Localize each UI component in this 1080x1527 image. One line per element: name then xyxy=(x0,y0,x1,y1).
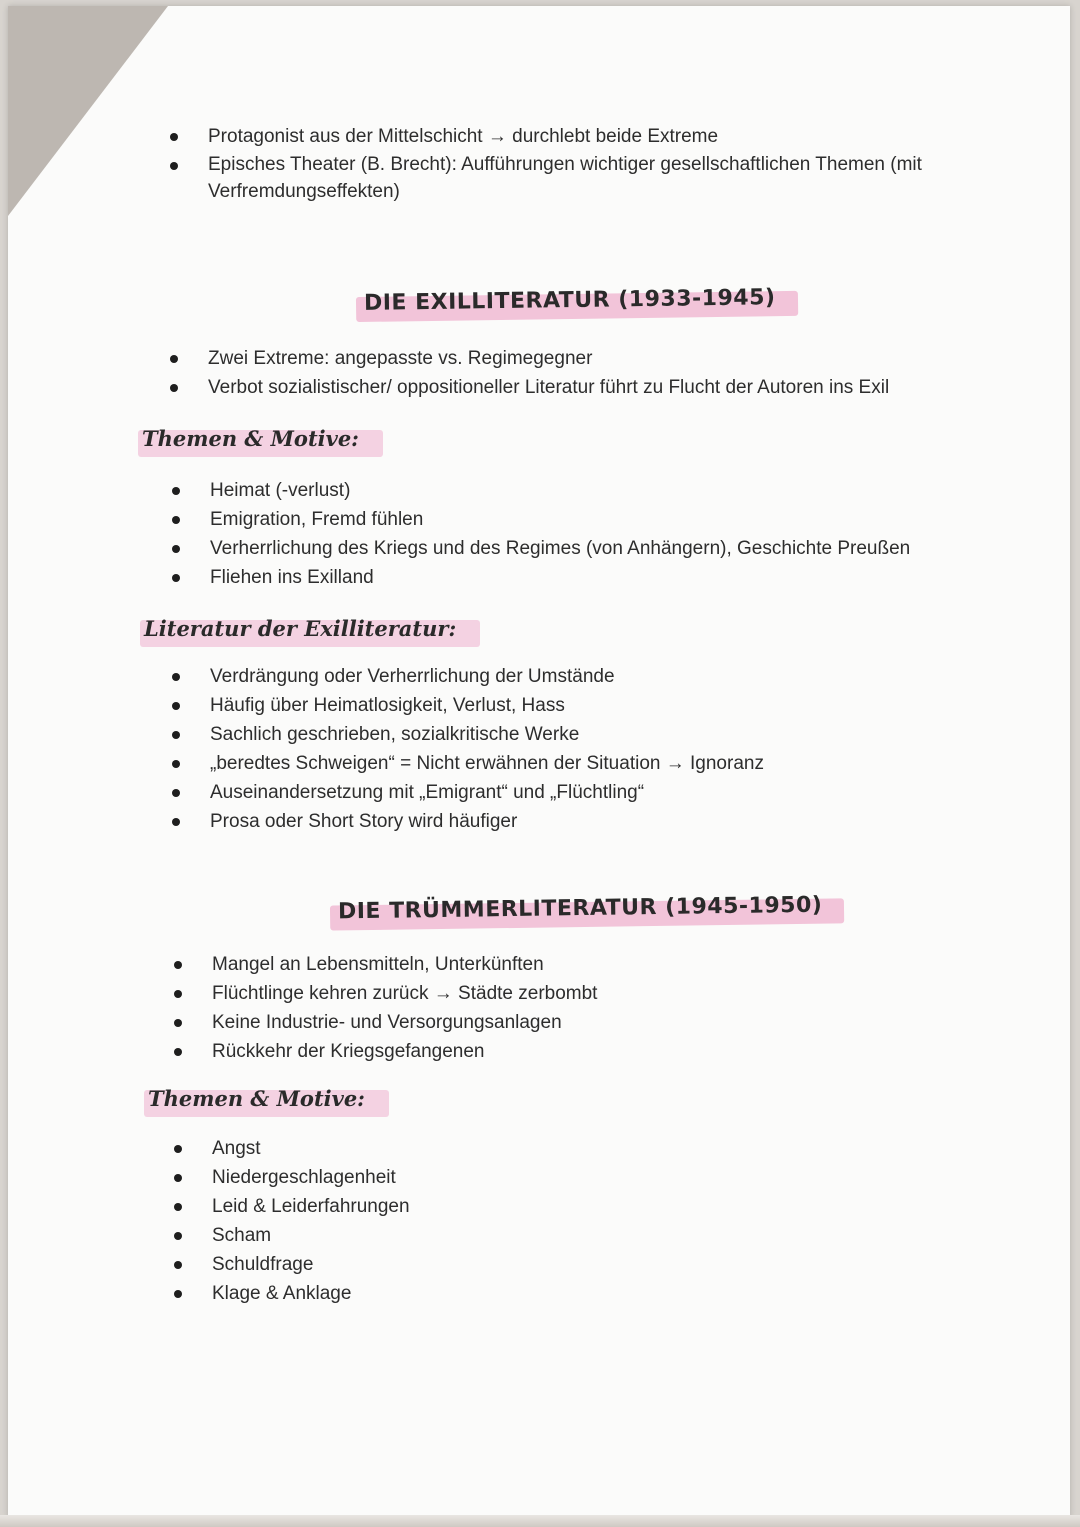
list-item: Zwei Extreme: angepasste vs. Regimegegner xyxy=(170,344,970,373)
bullet-icon xyxy=(170,133,178,141)
list-item: Rückkehr der Kriegsgefangenen xyxy=(174,1037,954,1066)
bullet-icon xyxy=(174,1174,182,1182)
exil-literatur-heading: Literatur der Exilliteratur: xyxy=(140,614,470,645)
bullet-icon xyxy=(174,1203,182,1211)
exil-themen-heading: Themen & Motive: xyxy=(138,424,373,455)
bullet-icon xyxy=(170,384,178,392)
truemmer-themen-list xyxy=(174,1134,874,1308)
bullet-icon xyxy=(174,1232,182,1240)
list-item: Prosa oder Short Story wird häufiger xyxy=(172,807,952,836)
bullet-icon xyxy=(172,818,180,826)
list-item: Flüchtlinge kehren zurück → Städte zerbombt xyxy=(174,979,954,1008)
list-item: Auseinandersetzung mit „Emigrant“ und „Flüchtling“ xyxy=(172,778,952,807)
bullet-icon xyxy=(174,1048,182,1056)
intro-list xyxy=(170,122,950,205)
bullet-icon xyxy=(174,1290,182,1298)
exil-intro-list xyxy=(170,344,970,402)
list-item: Verdrängung oder Verherrlichung der Umstände xyxy=(172,662,952,691)
exil-literatur-list xyxy=(172,662,952,836)
list-item: Häufig über Heimatlosigkeit, Verlust, Hass xyxy=(172,691,952,720)
bullet-icon xyxy=(174,1261,182,1269)
bullet-icon xyxy=(172,574,180,582)
bullet-icon xyxy=(174,961,182,969)
list-item: Keine Industrie- und Versorgungsanlagen xyxy=(174,1008,954,1037)
section-heading-exilliteratur: DIE EXILLITERATUR (1933-1945) xyxy=(356,283,792,320)
bullet-icon xyxy=(172,731,180,739)
bullet-icon xyxy=(172,760,180,768)
list-item: Sachlich geschrieben, sozialkritische Werke xyxy=(172,720,952,749)
paper-edge xyxy=(0,1515,1080,1527)
list-item: Scham xyxy=(174,1221,874,1250)
bullet-icon xyxy=(172,673,180,681)
bullet-icon xyxy=(174,1019,182,1027)
list-item: Verherrlichung des Kriegs und des Regimes (von Anhängern), Geschichte Preußen xyxy=(172,534,952,563)
list-item: Heimat (-verlust) xyxy=(172,476,952,505)
bullet-icon xyxy=(172,702,180,710)
section-heading-truemmerliteratur: DIE TRÜMMERLITERATUR (1945-1950) xyxy=(330,890,839,928)
list-item: Episches Theater (B. Brecht): Aufführungen wichtiger gesellschaftlichen Themen (mit Verfremdungseffekten) xyxy=(170,151,950,205)
list-item: Protagonist aus der Mittelschicht → durchlebt beide Extreme xyxy=(170,122,950,151)
list-item: Verbot sozialistischer/ oppositioneller Literatur führt zu Flucht der Autoren ins Exil xyxy=(170,373,970,402)
folded-corner xyxy=(8,6,168,216)
bullet-icon xyxy=(172,487,180,495)
list-item: Angst xyxy=(174,1134,874,1163)
list-item: „beredtes Schweigen“ = Nicht erwähnen der Situation → Ignoranz xyxy=(172,749,952,778)
list-item: Niedergeschlagenheit xyxy=(174,1163,874,1192)
truemmer-themen-heading: Themen & Motive: xyxy=(144,1084,379,1115)
list-item: Mangel an Lebensmitteln, Unterkünften xyxy=(174,950,954,979)
list-item: Emigration, Fremd fühlen xyxy=(172,505,952,534)
bullet-icon xyxy=(174,990,182,998)
list-item: Fliehen ins Exilland xyxy=(172,563,952,592)
bullet-icon xyxy=(172,545,180,553)
list-item: Leid & Leiderfahrungen xyxy=(174,1192,874,1221)
bullet-icon xyxy=(170,355,178,363)
list-item: Klage & Anklage xyxy=(174,1279,874,1308)
list-item: Schuldfrage xyxy=(174,1250,874,1279)
truemmer-intro-list xyxy=(174,950,954,1066)
exil-themen-list xyxy=(172,476,952,592)
bullet-icon xyxy=(172,516,180,524)
bullet-icon xyxy=(172,789,180,797)
bullet-icon xyxy=(170,162,178,170)
bullet-icon xyxy=(174,1145,182,1153)
